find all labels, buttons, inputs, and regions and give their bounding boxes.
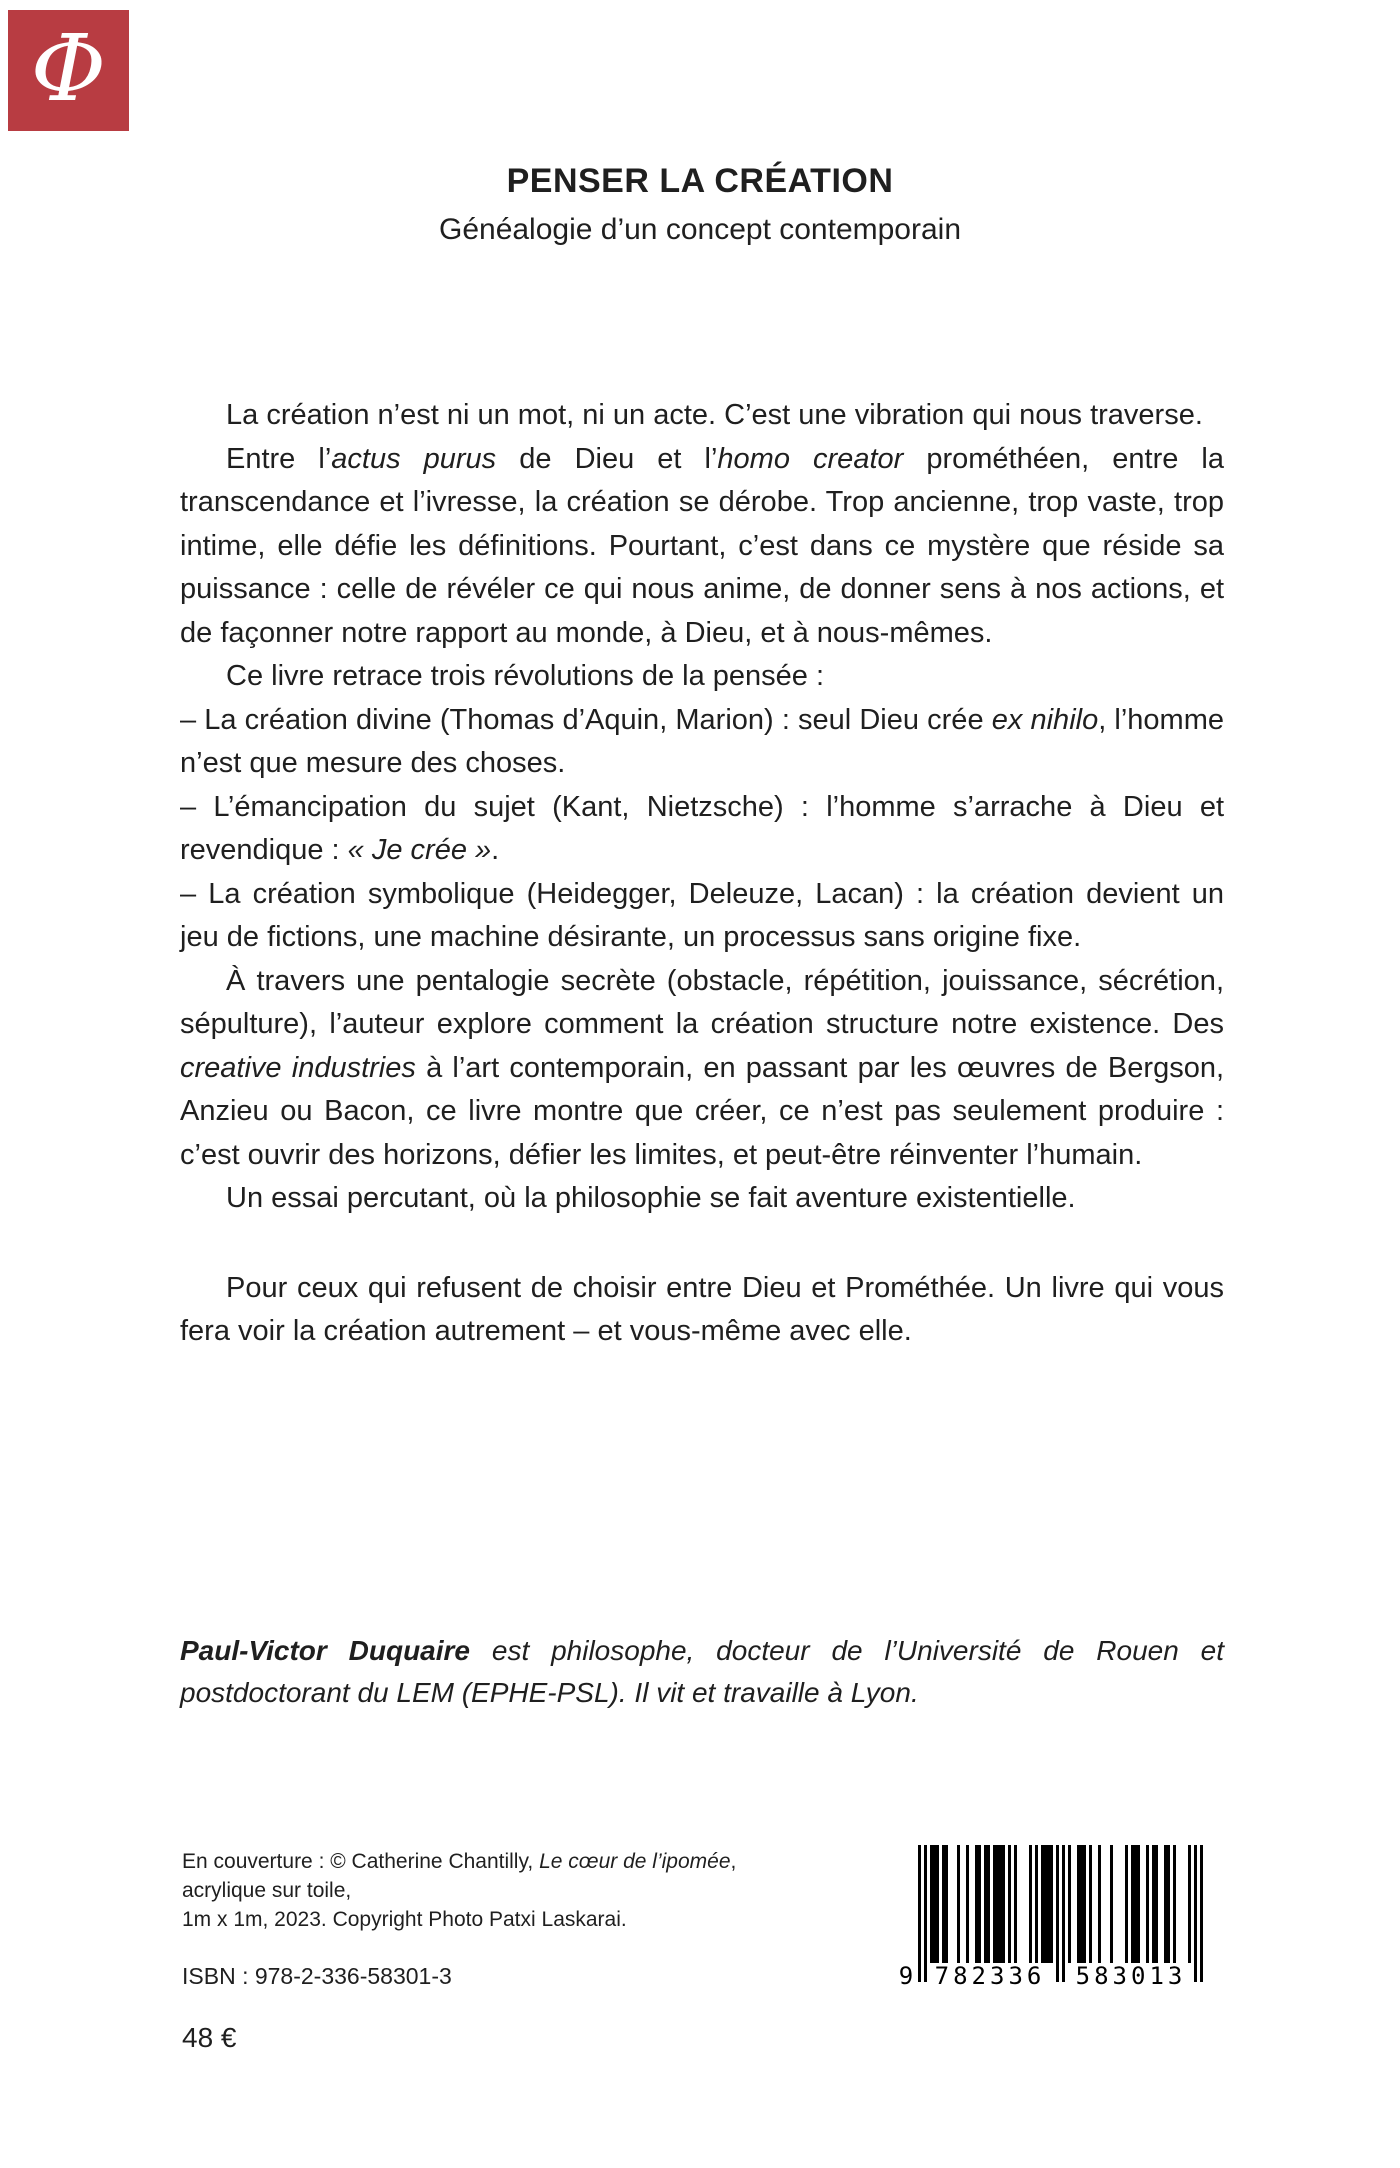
barcode-bar bbox=[1014, 1845, 1017, 1963]
barcode-bar bbox=[1167, 1845, 1170, 1963]
barcode-bar bbox=[1089, 1845, 1092, 1963]
barcode bbox=[898, 1845, 1203, 2000]
text-run: à l’art contemporain, en passant par les œuvres de Bergson, Anzieu ou Bacon, ce livre montre que créer, ce n’est pas seulement produire : c’est ouvrir des horizons, défier les limites, et peut-être réinventer l’humain. bbox=[180, 1051, 1225, 1171]
barcode-bar bbox=[1083, 1845, 1086, 1963]
isbn: ISBN : 978-2-336-58301-3 bbox=[182, 1962, 452, 1989]
barcode-bar bbox=[945, 1845, 948, 1963]
paragraph-intro: La création n’est ni un mot, ni un acte. C’est une vibration qui nous traverse. bbox=[226, 399, 1203, 431]
latin-term-homo-creator: homo creator bbox=[717, 442, 904, 475]
barcode-bar bbox=[1173, 1845, 1176, 1963]
barcode-bar bbox=[1002, 1845, 1005, 1963]
text-run: – La création divine (Thomas d’Aquin, Marion) : seul Dieu crée bbox=[180, 703, 992, 736]
cover-credit-line-1 bbox=[182, 1848, 742, 1877]
artwork-title: Le cœur de l’ipomée bbox=[539, 1850, 731, 1873]
barcode-bar bbox=[936, 1845, 939, 1963]
text-run: En couverture : © Catherine Chantilly, bbox=[182, 1850, 540, 1873]
author-bio-rest: est philosophe, docteur de l’Université de Rouen et postdoctorant du LEM (EPHE-PSL). Il vit et travaille à Lyon. bbox=[180, 1635, 1225, 1708]
barcode-bar bbox=[1050, 1845, 1053, 1963]
cover-credit-line-3: 1m x 1m, 2023. Copyright Photo Patxi Laskarai. bbox=[182, 1907, 627, 1931]
back-cover-text bbox=[180, 394, 1224, 1354]
latin-term-ex-nihilo: ex nihilo bbox=[991, 703, 1099, 736]
text-run: , l’homme n’est que mesure des choses. bbox=[180, 703, 1224, 779]
barcode-bar bbox=[1098, 1845, 1101, 1963]
author-bio-text bbox=[180, 1630, 1224, 1714]
barcode-bar bbox=[1188, 1845, 1191, 1963]
bullet-creation-divine bbox=[180, 699, 1224, 786]
price: 48 € bbox=[182, 2021, 237, 2053]
barcode-bar bbox=[1035, 1845, 1038, 1963]
barcode-bar bbox=[1068, 1845, 1071, 1963]
paragraph-pentalogie bbox=[180, 960, 1224, 1178]
text-run: , bbox=[730, 1850, 737, 1873]
barcode-bar bbox=[1146, 1845, 1149, 1963]
barcode-bar bbox=[957, 1845, 960, 1963]
quote-je-cree: « Je crée » bbox=[347, 834, 492, 866]
text-run: À travers une pentalogie secrète (obstacle, répétition, jouissance, sécrétion, sépulture), l’auteur explore comment la création structure notre existence. Des bbox=[180, 964, 1224, 1040]
header bbox=[0, 162, 1400, 247]
barcode-bar bbox=[966, 1845, 969, 1963]
barcode-bar bbox=[1125, 1845, 1128, 1963]
barcode-bar bbox=[1155, 1845, 1158, 1963]
barcode-bar bbox=[1029, 1845, 1032, 1963]
barcode-bar bbox=[1110, 1845, 1113, 1963]
barcode-bar bbox=[1008, 1845, 1011, 1963]
paragraph-three-revolutions: Ce livre retrace trois révolutions de la pensée : bbox=[226, 660, 825, 692]
term-creative-industries: creative industries bbox=[180, 1051, 416, 1084]
phi-icon: Φ bbox=[30, 14, 107, 122]
barcode-bar bbox=[1062, 1845, 1065, 1982]
barcode-bar bbox=[1056, 1845, 1059, 1982]
text-run: Entre l’ bbox=[226, 442, 332, 475]
paragraph-essai: Un essai percutant, où la philosophie se fait aventure existentielle. bbox=[226, 1182, 1076, 1214]
publisher-logo bbox=[8, 10, 129, 131]
text-run: prométhéen, entre la transcendance et l’ivresse, la création se dérobe. Trop ancienne, trop vaste, trop intime, elle défie les définitions. Pourtant, c’est dans ce mystère que réside sa puissance : celle de révéler ce qui nous anime, de donner sens à nos actions, et de façonner notre rapport au monde, à Dieu, et à nous-mêmes. bbox=[180, 442, 1224, 649]
text-run: – L’émancipation du sujet (Kant, Nietzsche) : l’homme s’arrache à Dieu et revendique : bbox=[180, 790, 1224, 866]
cover-credits bbox=[182, 1848, 742, 2054]
paragraph-overview bbox=[180, 438, 1224, 656]
bullet-creation-symbolique: – La création symbolique (Heidegger, Deleuze, Lacan) : la création devient un jeu de fictions, une machine désirante, un processus sans origine fixe. bbox=[180, 877, 1224, 953]
barcode-bar bbox=[1194, 1845, 1197, 1982]
barcode-bar bbox=[987, 1845, 990, 1963]
paragraph-pitch: Pour ceux qui refusent de choisir entre Dieu et Prométhée. Un livre qui vous fera voir la création autrement – et vous-même avec elle. bbox=[180, 1271, 1224, 1347]
barcode-bar bbox=[918, 1845, 921, 1982]
barcode-digits-left: 782336 bbox=[934, 1962, 1046, 1990]
author-name: Paul-Victor Duquaire bbox=[180, 1635, 470, 1666]
text-run: de Dieu et l’ bbox=[496, 442, 718, 475]
barcode-digits-right: 583013 bbox=[1075, 1962, 1187, 1990]
barcode-bar bbox=[1137, 1845, 1140, 1963]
latin-term-actus-purus: actus purus bbox=[331, 442, 497, 475]
barcode-digit-first: 9 bbox=[898, 1962, 914, 1990]
barcode-bar bbox=[1200, 1845, 1203, 1982]
barcode-bar bbox=[978, 1845, 981, 1963]
cover-credit-line-2: acrylique sur toile, bbox=[182, 1878, 352, 1902]
bullet-emancipation-sujet bbox=[180, 786, 1224, 873]
book-title: PENSER LA CRÉATION bbox=[506, 162, 894, 200]
author-bio bbox=[180, 1630, 1224, 1714]
book-subtitle: Généalogie d’un concept contemporain bbox=[438, 213, 962, 246]
text-run: . bbox=[491, 834, 500, 866]
